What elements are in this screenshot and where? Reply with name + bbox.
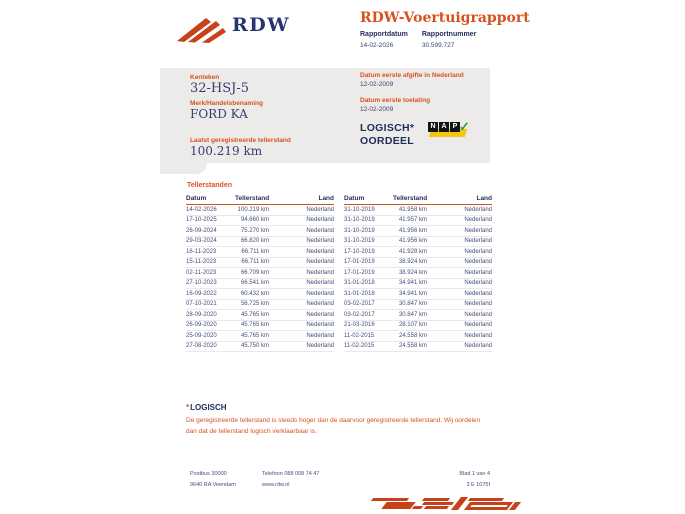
row-odometer: 41.956 km bbox=[398, 227, 427, 234]
table-title: Tellerstanden bbox=[187, 182, 232, 189]
row-date: 15-11-2023 bbox=[186, 259, 217, 266]
row-date: 11-02-2015 bbox=[344, 343, 375, 350]
row-date: 02-11-2023 bbox=[186, 269, 217, 276]
row-odometer: 41.957 km bbox=[398, 217, 427, 224]
rdw-logo bbox=[176, 10, 296, 46]
row-country: Nederland bbox=[306, 238, 334, 245]
row-odometer: 66.709 km bbox=[240, 269, 269, 276]
row-date: 26-09-2024 bbox=[186, 227, 217, 234]
row-odometer: 66.541 km bbox=[240, 280, 269, 287]
row-country: Nederland bbox=[306, 343, 334, 350]
row-country: Nederland bbox=[306, 311, 334, 318]
row-date: 27-10-2023 bbox=[186, 280, 217, 287]
row-odometer: 45.765 km bbox=[240, 322, 269, 329]
row-odometer: 41.956 km bbox=[398, 238, 427, 245]
row-country: Nederland bbox=[464, 227, 492, 234]
row-odometer: 30.847 km bbox=[398, 311, 427, 318]
afgifte-label: Datum eerste afgifte in Nederland bbox=[360, 72, 464, 79]
row-date: 29-03-2024 bbox=[186, 238, 217, 245]
row-odometer: 28.107 km bbox=[398, 322, 427, 329]
nap-check-icon: ✓ bbox=[459, 119, 470, 134]
report-date-value: 14-02-2026 bbox=[360, 42, 394, 49]
footer-pageinfo bbox=[459, 469, 490, 491]
oordeel-text bbox=[360, 122, 414, 148]
row-date: 11-02-2015 bbox=[344, 332, 375, 339]
row-country: Nederland bbox=[464, 206, 492, 213]
table-header-row bbox=[344, 192, 492, 205]
row-date: 16-09-2022 bbox=[186, 290, 217, 297]
row-date: 14-02-2026 bbox=[186, 206, 217, 213]
row-odometer: 38.924 km bbox=[398, 269, 427, 276]
tellerstand-label: Laatst geregistreerde tellerstand bbox=[190, 137, 291, 144]
row-date: 31-10-2019 bbox=[344, 217, 375, 224]
row-country: Nederland bbox=[464, 332, 492, 339]
table-header-row bbox=[186, 192, 334, 205]
table-row bbox=[344, 226, 492, 237]
table-row bbox=[344, 321, 492, 332]
col-header-datum: Datum bbox=[344, 195, 365, 202]
footer-contact bbox=[262, 469, 320, 491]
oordeel-line1: LOGISCH* bbox=[360, 122, 415, 134]
oordeel-line2: OORDEEL bbox=[360, 135, 415, 147]
row-country: Nederland bbox=[464, 322, 492, 329]
row-date: 17-10-2025 bbox=[186, 217, 217, 224]
footer-phone: Telefoon 088 008 74 47 bbox=[262, 471, 320, 477]
table-body-right bbox=[344, 205, 492, 352]
table-row bbox=[344, 247, 492, 258]
page-title: RDW-Voertuigrapport bbox=[360, 10, 530, 26]
table-row bbox=[186, 258, 334, 269]
table-row bbox=[186, 300, 334, 311]
row-odometer: 94.660 km bbox=[240, 217, 269, 224]
rdw-wing-icon bbox=[176, 12, 228, 44]
report-meta bbox=[360, 31, 476, 49]
table-row bbox=[186, 268, 334, 279]
row-odometer: 45.765 km bbox=[240, 332, 269, 339]
nap-letter-a: A bbox=[439, 122, 449, 132]
rdw-logo-text: RDW bbox=[232, 14, 291, 36]
row-date: 28-09-2020 bbox=[186, 311, 217, 318]
table-row bbox=[344, 258, 492, 269]
table-row bbox=[344, 331, 492, 342]
report-date-block bbox=[360, 31, 408, 49]
table-row bbox=[344, 216, 492, 227]
row-date: 31-10-2019 bbox=[344, 238, 375, 245]
row-odometer: 34.941 km bbox=[398, 290, 427, 297]
odometer-table-left bbox=[186, 192, 334, 352]
row-date: 17-10-2019 bbox=[344, 248, 375, 255]
row-odometer: 66.711 km bbox=[241, 248, 269, 255]
table-row bbox=[186, 237, 334, 248]
row-odometer: 41.958 km bbox=[398, 206, 427, 213]
row-country: Nederland bbox=[306, 217, 334, 224]
toelating-value: 12-02-2009 bbox=[360, 106, 394, 113]
footnote-heading-text: LOGISCH bbox=[190, 403, 227, 412]
row-date: 07-10-2021 bbox=[186, 301, 217, 308]
row-date: 31-10-2019 bbox=[344, 206, 375, 213]
row-country: Nederland bbox=[306, 301, 334, 308]
footer-address-line1: Postbus 30000 bbox=[190, 471, 227, 477]
row-date: 25-09-2020 bbox=[186, 332, 217, 339]
table-row bbox=[344, 205, 492, 216]
tellerstand-value: 100.219 km bbox=[190, 144, 263, 158]
table-row bbox=[186, 226, 334, 237]
row-date: 16-11-2023 bbox=[186, 248, 217, 255]
table-row bbox=[186, 205, 334, 216]
toelating-label: Datum eerste toelating bbox=[360, 97, 431, 104]
row-odometer: 56.725 km bbox=[240, 301, 269, 308]
table-body-left bbox=[186, 205, 334, 352]
row-country: Nederland bbox=[306, 290, 334, 297]
report-number-value: 30.599.727 bbox=[421, 42, 455, 49]
row-date: 31-10-2019 bbox=[344, 227, 375, 234]
footnote-text: De geregistreerde tellerstand is steeds hoger dan de daarvoor geregistreerde tellerstand. Wij oordelen dan dat de tellerstand logisch verklaarbaar is. bbox=[186, 417, 481, 435]
footer-address-line2: 9640 RA Veendam bbox=[190, 482, 236, 488]
merk-value: FORD KA bbox=[190, 107, 248, 121]
report-number-block bbox=[422, 31, 476, 49]
row-country: Nederland bbox=[464, 238, 492, 245]
col-header-tellerstand: Tellerstand bbox=[235, 195, 270, 202]
nap-letter-n: N bbox=[428, 122, 438, 132]
col-header-tellerstand: Tellerstand bbox=[393, 195, 428, 202]
footer-form-code: 3 E 1075f bbox=[466, 482, 490, 488]
row-odometer: 38.924 km bbox=[398, 259, 427, 266]
row-date: 21-03-2016 bbox=[344, 322, 375, 329]
nap-logo bbox=[428, 121, 472, 140]
table-row bbox=[344, 342, 492, 353]
row-country: Nederland bbox=[306, 269, 334, 276]
row-odometer: 75.270 km bbox=[240, 227, 269, 234]
row-odometer: 34.941 km bbox=[398, 280, 427, 287]
footer-address bbox=[190, 469, 236, 491]
row-odometer: 30.847 km bbox=[398, 301, 427, 308]
kenteken-label: Kenteken bbox=[190, 74, 220, 81]
row-country: Nederland bbox=[306, 248, 334, 255]
report-number-label: Rapportnummer bbox=[421, 31, 477, 38]
table-row bbox=[344, 237, 492, 248]
row-country: Nederland bbox=[306, 280, 334, 287]
row-date: 26-09-2020 bbox=[186, 322, 217, 329]
row-date: 31-01-2018 bbox=[344, 280, 375, 287]
row-odometer: 66.711 km bbox=[241, 259, 269, 266]
table-row bbox=[186, 310, 334, 321]
table-row bbox=[186, 289, 334, 300]
row-odometer: 60.432 km bbox=[240, 290, 269, 297]
row-odometer: 45.750 km bbox=[240, 343, 269, 350]
row-date: 27-08-2020 bbox=[186, 343, 217, 350]
row-country: Nederland bbox=[306, 227, 334, 234]
row-country: Nederland bbox=[464, 290, 492, 297]
row-country: Nederland bbox=[306, 332, 334, 339]
row-date: 17-01-2019 bbox=[344, 259, 375, 266]
table-row bbox=[344, 279, 492, 290]
row-country: Nederland bbox=[464, 259, 492, 266]
bottom-stripes-graphic bbox=[370, 489, 520, 514]
footer-website: www.rdw.nl bbox=[262, 482, 290, 488]
row-country: Nederland bbox=[464, 343, 492, 350]
row-odometer: 24.558 km bbox=[398, 332, 427, 339]
afgifte-value: 12-02-2009 bbox=[360, 81, 394, 88]
vehicle-summary-box-tab bbox=[160, 163, 207, 174]
row-country: Nederland bbox=[306, 259, 334, 266]
table-row bbox=[344, 300, 492, 311]
merk-label: Merk/Handelsbenaming bbox=[190, 100, 263, 107]
table-row bbox=[344, 289, 492, 300]
table-row bbox=[186, 279, 334, 290]
odometer-table-right bbox=[344, 192, 492, 352]
row-odometer: 100.219 km bbox=[237, 206, 269, 213]
footnote-heading bbox=[186, 403, 227, 412]
footer-page-number: Blad 1 van 4 bbox=[459, 471, 490, 477]
row-date: 31-01-2018 bbox=[344, 290, 375, 297]
row-date: 03-02-2017 bbox=[344, 301, 375, 308]
row-country: Nederland bbox=[306, 206, 334, 213]
col-header-land: Land bbox=[318, 195, 334, 202]
row-country: Nederland bbox=[464, 217, 492, 224]
table-row bbox=[186, 216, 334, 227]
row-country: Nederland bbox=[464, 280, 492, 287]
row-date: 03-02-2017 bbox=[344, 311, 375, 318]
nap-letter-p: P bbox=[450, 122, 460, 132]
col-header-datum: Datum bbox=[186, 195, 207, 202]
row-country: Nederland bbox=[464, 269, 492, 276]
table-row bbox=[344, 268, 492, 279]
row-date: 17-01-2019 bbox=[344, 269, 375, 276]
table-row bbox=[186, 331, 334, 342]
table-row bbox=[186, 321, 334, 332]
row-odometer: 66.820 km bbox=[240, 238, 269, 245]
row-country: Nederland bbox=[464, 311, 492, 318]
table-row bbox=[344, 310, 492, 321]
row-country: Nederland bbox=[464, 248, 492, 255]
row-country: Nederland bbox=[306, 322, 334, 329]
table-row bbox=[186, 247, 334, 258]
report-date-label: Rapportdatum bbox=[360, 31, 408, 38]
row-odometer: 41.928 km bbox=[398, 248, 427, 255]
row-country: Nederland bbox=[464, 301, 492, 308]
row-odometer: 24.558 km bbox=[398, 343, 427, 350]
col-header-land: Land bbox=[476, 195, 492, 202]
table-row bbox=[186, 342, 334, 353]
footnote-asterisk: * bbox=[186, 403, 190, 412]
kenteken-value: 32-HSJ-5 bbox=[190, 81, 250, 96]
row-odometer: 45.765 km bbox=[240, 311, 269, 318]
